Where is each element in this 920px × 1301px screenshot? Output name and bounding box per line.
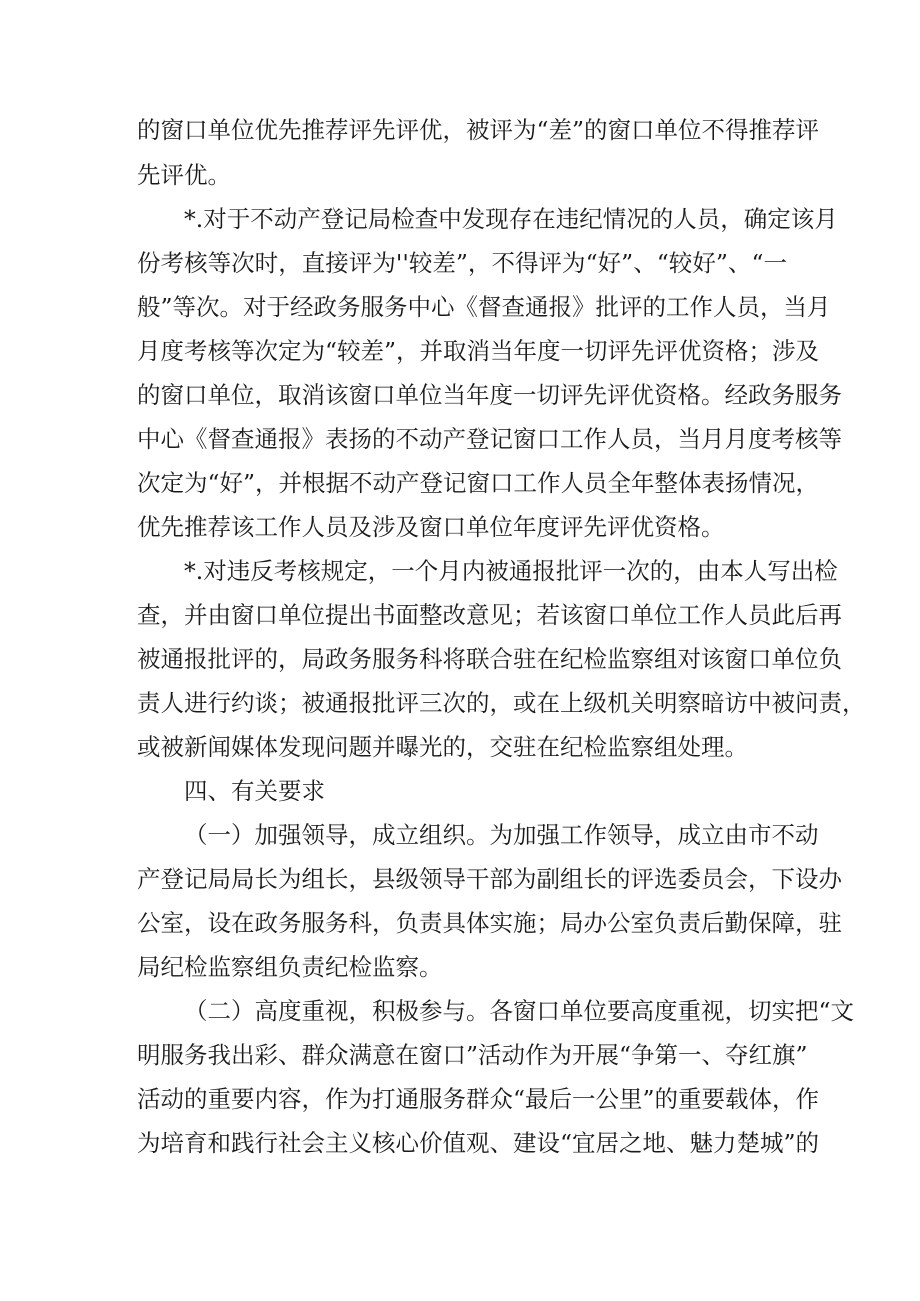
text-line-15: 或被新闻媒体发现问题并曝光的，交驻在纪检监察组处理。 [137,733,748,761]
text-line-24: 为培育和践行社会主义核心价值观、建设“宜居之地、魅力楚城”的 [137,1129,820,1157]
text-line-19: 公室，设在政务服务科，负责具体实施；局办公室负责后勤保障，驻 [137,909,842,937]
text-line-12: 查，并由窗口单位提出书面整改意见；若该窗口单位工作人员此后再 [137,601,842,629]
text-line-10: 优先推荐该工作人员及涉及窗口单位年度评先评优资格。 [137,513,725,541]
text-line-11: *.对违反考核规定，一个月内被通报批评一次的，由本人写出检 [184,557,838,585]
text-line-9: 次定为“好”，并根据不动产登记窗口工作人员全年整体表扬情况， [137,469,820,497]
text-line-21: （二）高度重视，积极参与。各窗口单位要高度重视，切实把“文 [184,997,855,1025]
text-line-20: 局纪检监察组负责纪检监察。 [137,953,443,981]
text-line-8: 中心《督查通报》表扬的不动产登记窗口工作人员，当月月度考核等 [137,425,842,453]
section-heading: 四、有关要求 [184,777,325,805]
text-line-14: 责人进行约谈；被通报批评三次的，或在上级机关明察暗访中被问责， [137,689,866,717]
text-line-1: 的窗口单位优先推荐评先评优，被评为“差”的窗口单位不得推荐评 [137,116,820,144]
text-line-13: 被通报批评的，局政务服务科将联合驻在纪检监察组对该窗口单位负 [137,645,842,673]
text-line-5: 般”等次。对于经政务服务中心《督查通报》批评的工作人员，当月 [137,293,831,321]
text-line-18: 产登记局局长为组长，县级领导干部为副组长的评选委员会，下设办 [137,865,842,893]
text-line-23: 活动的重要内容，作为打通服务群众“最后一公里”的重要载体，作 [137,1085,820,1113]
text-line-3: *.对于不动产登记局检查中发现存在违纪情况的人员，确定该月 [184,205,838,233]
text-line-7: 的窗口单位，取消该窗口单位当年度一切评先评优资格。经政务服务 [137,381,842,409]
text-line-22: 明服务我出彩、群众满意在窗口”活动作为开展“争第一、夺红旗” [137,1041,808,1069]
text-line-4: 份考核等次时，直接评为''较差”，不得评为“好”、“较好”、“一 [137,249,787,277]
text-line-17: （一）加强领导，成立组织。为加强工作领导，成立由市不动 [184,821,819,849]
text-line-2: 先评优。 [137,161,231,189]
text-line-6: 月度考核等次定为“较差”，并取消当年度一切评先评优资格；涉及 [137,337,820,365]
